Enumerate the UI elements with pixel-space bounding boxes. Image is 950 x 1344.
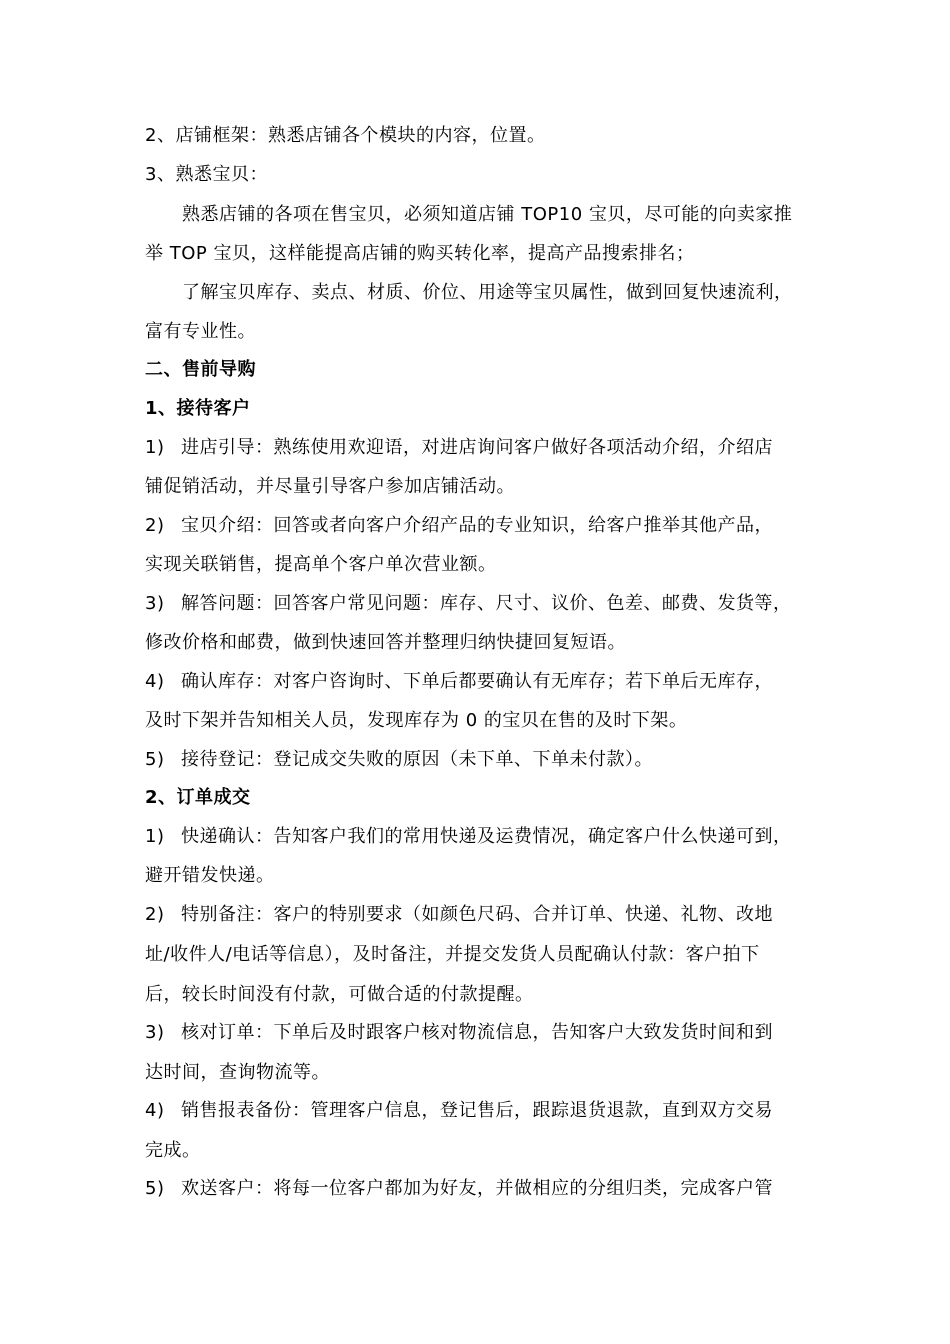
item-continuation: 避开错发快递。 [145, 865, 275, 886]
subsection-title: 2、订单成交 [145, 787, 251, 808]
list-item [145, 1099, 825, 1123]
item-text: 进店引导：熟练使用欢迎语，对进店询问客户做好各项活动介绍，介绍店 [181, 437, 773, 458]
list-item [145, 825, 825, 849]
list-item [145, 592, 825, 616]
item-continuation: 址/收件人/电话等信息），及时备注，并提交发货人员配确认付款：客户拍下 [145, 944, 760, 965]
item-text: 确认库存：对客户咨询时、下单后都要确认有无库存；若下单后无库存， [181, 671, 773, 692]
paragraph-line: 了解宝贝库存、卖点、材质、价位、用途等宝贝属性，做到回复快速流利， [182, 282, 793, 303]
item-text: 解答问题：回答客户常见问题：库存、尺寸、议价、色差、邮费、发货等， [181, 593, 792, 614]
paragraph-line: 举 TOP 宝贝，这样能提高店铺的购买转化率，提高产品搜索排名； [145, 243, 695, 264]
paragraph-line: 熟悉店铺的各项在售宝贝，必须知道店铺 TOP10 宝贝，尽可能的向卖家推 [182, 204, 793, 225]
item-text: 销售报表备份：管理客户信息，登记售后，跟踪退货退款，直到双方交易 [181, 1100, 773, 1121]
list-item [145, 436, 825, 460]
list-item [145, 1177, 825, 1201]
item-continuation: 完成。 [145, 1140, 201, 1161]
chapter-title: 二、售前导购 [145, 359, 256, 380]
item-number: 4) [145, 671, 165, 692]
item-text: 特别备注：客户的特别要求（如颜色尺码、合并订单、快递、礼物、改地 [181, 904, 773, 925]
item-number: 3) [145, 1022, 165, 1043]
item-text: 欢送客户：将每一位客户都加为好友，并做相应的分组归类，完成客户管 [181, 1178, 773, 1199]
item-number: 5) [145, 1178, 165, 1199]
item-continuation: 及时下架并告知相关人员，发现库存为 0 的宝贝在售的及时下架。 [145, 710, 688, 731]
item-text: 宝贝介绍：回答或者向客户介绍产品的专业知识，给客户推举其他产品， [181, 515, 773, 536]
item-number: 2) [145, 904, 165, 925]
item-text: 核对订单：下单后及时跟客户核对物流信息，告知客户大致发货时间和到 [181, 1022, 773, 1043]
item-number: 1) [145, 437, 165, 458]
list-item [145, 1021, 825, 1045]
item-text: 快递确认：告知客户我们的常用快递及运费情况，确定客户什么快递可到， [181, 826, 792, 847]
item-number: 2) [145, 515, 165, 536]
item-number: 3) [145, 593, 165, 614]
section-2-line: 2、店铺框架：熟悉店铺各个模块的内容，位置。 [145, 125, 546, 146]
item-continuation: 达时间，查询物流等。 [145, 1062, 330, 1083]
paragraph-line: 富有专业性。 [145, 321, 256, 342]
item-number: 1) [145, 826, 165, 847]
item-continuation: 实现关联销售，提高单个客户单次营业额。 [145, 554, 497, 575]
list-item [145, 748, 825, 772]
subsection-title: 1、接待客户 [145, 398, 251, 419]
item-number: 5) [145, 749, 165, 770]
section-3-title: 3、熟悉宝贝： [145, 164, 268, 185]
item-number: 4) [145, 1100, 165, 1121]
list-item [145, 670, 825, 694]
item-continuation: 修改价格和邮费，做到快速回答并整理归纳快捷回复短语。 [145, 632, 626, 653]
item-continuation: 铺促销活动，并尽量引导客户参加店铺活动。 [145, 476, 515, 497]
list-item [145, 514, 825, 538]
list-item [145, 903, 825, 927]
item-continuation: 后，较长时间没有付款，可做合适的付款提醒。 [145, 984, 534, 1005]
item-text: 接待登记：登记成交失败的原因（未下单、下单未付款）。 [181, 749, 653, 770]
